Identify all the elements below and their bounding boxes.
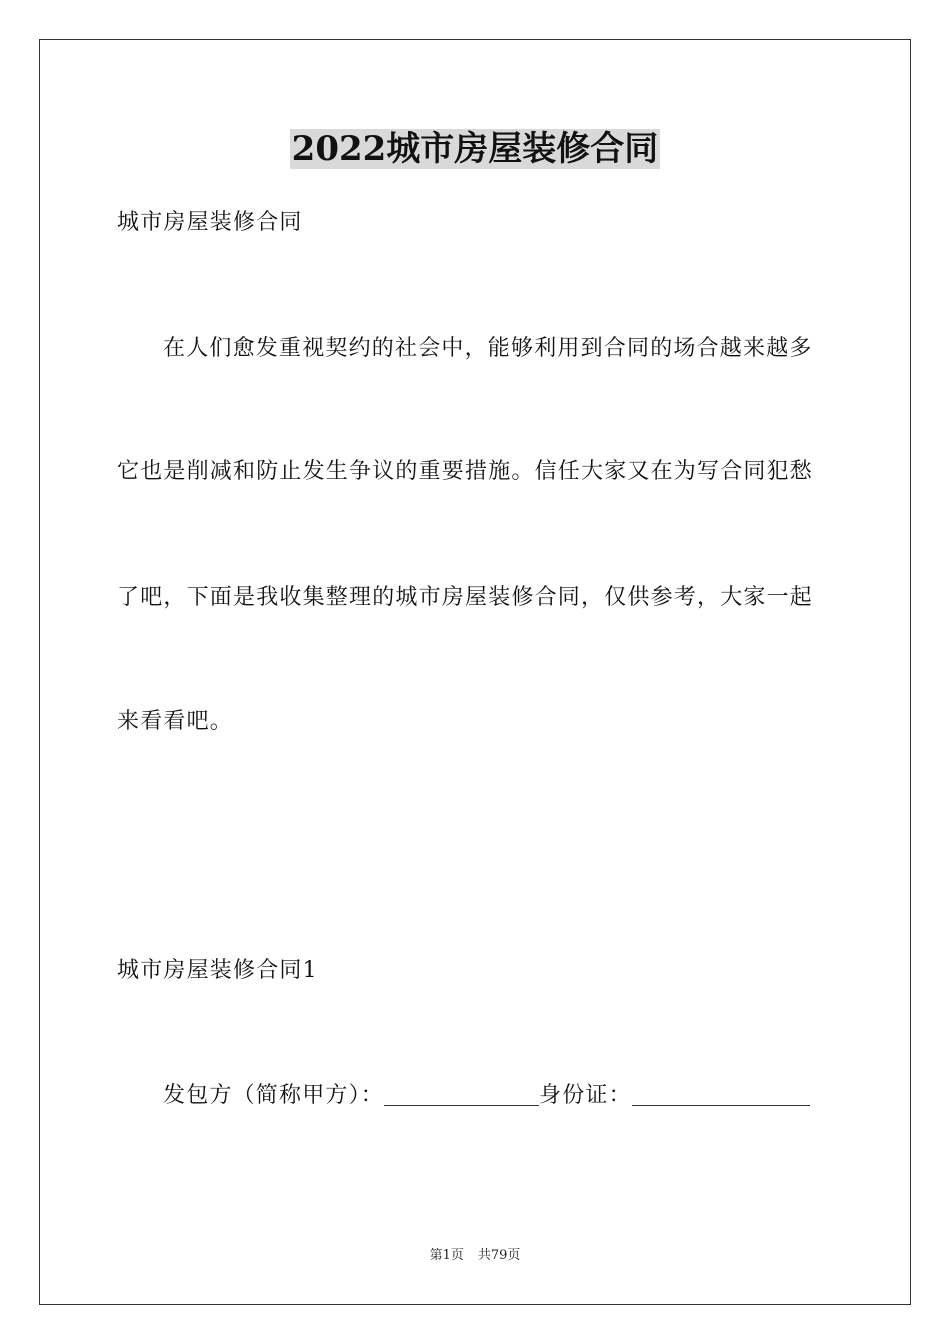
intro-line-3: 了吧，下面是我收集整理的城市房屋装修合同，仅供参考，大家一起 — [117, 585, 814, 610]
party-label: 发包方（简称甲方）： — [163, 1083, 385, 1108]
party-line — [163, 1081, 883, 1111]
intro-line-1: 在人们愈发重视契约的社会中，能够利用到合同的场合越来越多 — [163, 336, 813, 361]
section-heading: 城市房屋装修合同1 — [117, 958, 318, 983]
document-title — [0, 128, 950, 170]
document-subtitle: 城市房屋装修合同 — [117, 210, 303, 235]
id-number-blank — [632, 1083, 810, 1106]
intro-line-2: 它也是削减和防止发生争议的重要措施。信任大家又在为写合同犯愁 — [117, 459, 814, 484]
page-footer — [0, 1247, 950, 1265]
id-label: 身份证： — [539, 1083, 632, 1108]
page-number: 第1页 — [429, 1248, 464, 1263]
document-title-text: 2022城市房屋装修合同 — [291, 129, 659, 169]
intro-line-4: 来看看吧。 — [117, 709, 234, 734]
page-total: 共79页 — [477, 1248, 521, 1263]
party-name-blank — [384, 1083, 539, 1106]
